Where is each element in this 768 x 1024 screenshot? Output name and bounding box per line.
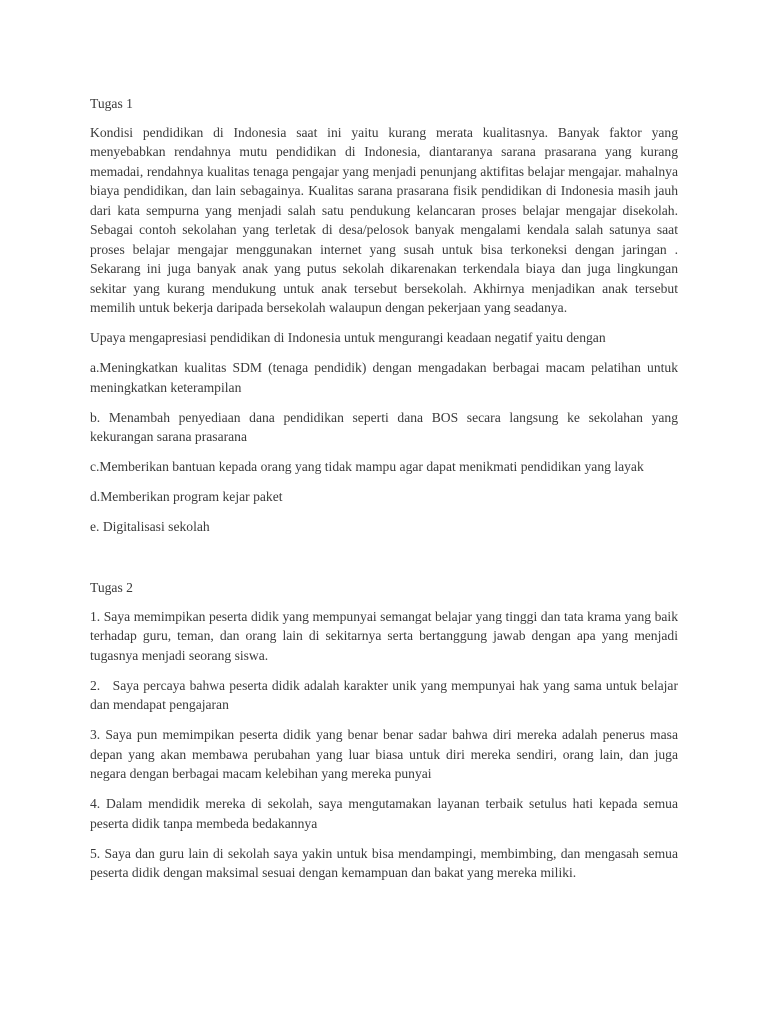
section-spacer [90, 547, 678, 578]
paragraph-upaya: Upaya mengapresiasi pendidikan di Indonesia untuk mengurangi keadaan negatif yaitu dengan [90, 330, 606, 345]
section-heading: Tugas 2 [90, 580, 133, 595]
list-item-e: e. Digitalisasi sekolah [90, 519, 210, 534]
document-page [90, 94, 682, 893]
section-tugas-2 [90, 578, 682, 883]
list-item-4: 4. Dalam mendidik mereka di sekolah, saya mengutamakan layanan terbaik setulus hati kepada semua peserta didik tanpa membeda bedakannya [90, 796, 678, 831]
list-item-3: 3. Saya pun memimpikan peserta didik yang benar benar sadar bahwa diri mereka adalah penerus masa depan yang akan membawa perubahan yang luar biasa untuk diri mereka sendiri, orang lain, dan juga negara dengan berbagai macam kelebihan yang mereka punyai [90, 727, 678, 781]
list-item-1: 1. Saya memimpikan peserta didik yang mempunyai semangat belajar yang tinggi dan tata krama yang baik terhadap guru, teman, dan orang lain di sekitarnya serta bertanggung jawab dengan apa yang menjadi tugasnya menjadi seorang siswa. [90, 608, 678, 663]
list-item-5: 5. Saya dan guru lain di sekolah saya yakin untuk bisa mendampingi, membimbing, dan mengasah semua peserta didik dengan maksimal sesuai dengan kemampuan dan bakat yang mereka miliki. [90, 845, 678, 880]
list-item-2: 2. Saya percaya bahwa peserta didik adalah karakter unik yang mempunyai hak yang sama untuk belajar dan mendapat pengajaran [90, 677, 682, 712]
list-item-c: c.Memberikan bantuan kepada orang yang tidak mampu agar dapat menikmati pendidikan yang layak [90, 459, 644, 474]
list-item-d: d.Memberikan program kejar paket [90, 489, 283, 504]
section-heading: Tugas 1 [90, 96, 133, 111]
paragraph-kondisi: Kondisi pendidikan di Indonesia saat ini yaitu kurang merata kualitasnya. Banyak faktor yang menyebabkan rendahnya mutu pendidikan di Indonesia, diantaranya sarana prasarana yang kurang memadai, rendahnya kualitas tenaga pengajar yang menjadi penunjang aktifitas belajar mengajar. mahalnya biaya pendidikan, dan lain sebagainya. Kualitas sarana prasarana fisik pendidikan di Indonesia masih jauh dari kata sempurna yang menjadi salah satu pendukung kelancaran proses belajar mengajar disekolah. Sebagai contoh sekolahan yang terletak di desa/pelosok banyak mengalami kendala salah satunya saat proses belajar mengajar menggunakan internet yang susah untuk bisa terkoneksi dengan jaringan . Sekarang ini juga banyak anak yang putus sekolah dikarenakan terkendala biaya dan juga lingkungan sekitar yang kurang mendukung untuk anak tersebut bersekolah. Akhirnya menjadikan anak tersebut memilih untuk bekerja daripada bersekolah walaupun dengan pekerjaan yang seadanya. [90, 124, 678, 315]
section-tugas-1 [90, 94, 678, 537]
list-item-b: b. Menambah penyediaan dana pendidikan seperti dana BOS secara langsung ke sekolahan yang kekurangan sarana prasarana [90, 409, 678, 444]
list-item-a: a.Meningkatkan kualitas SDM (tenaga pendidik) dengan mengadakan berbagai macam pelatihan untuk meningkatkan keterampilan [90, 360, 678, 395]
